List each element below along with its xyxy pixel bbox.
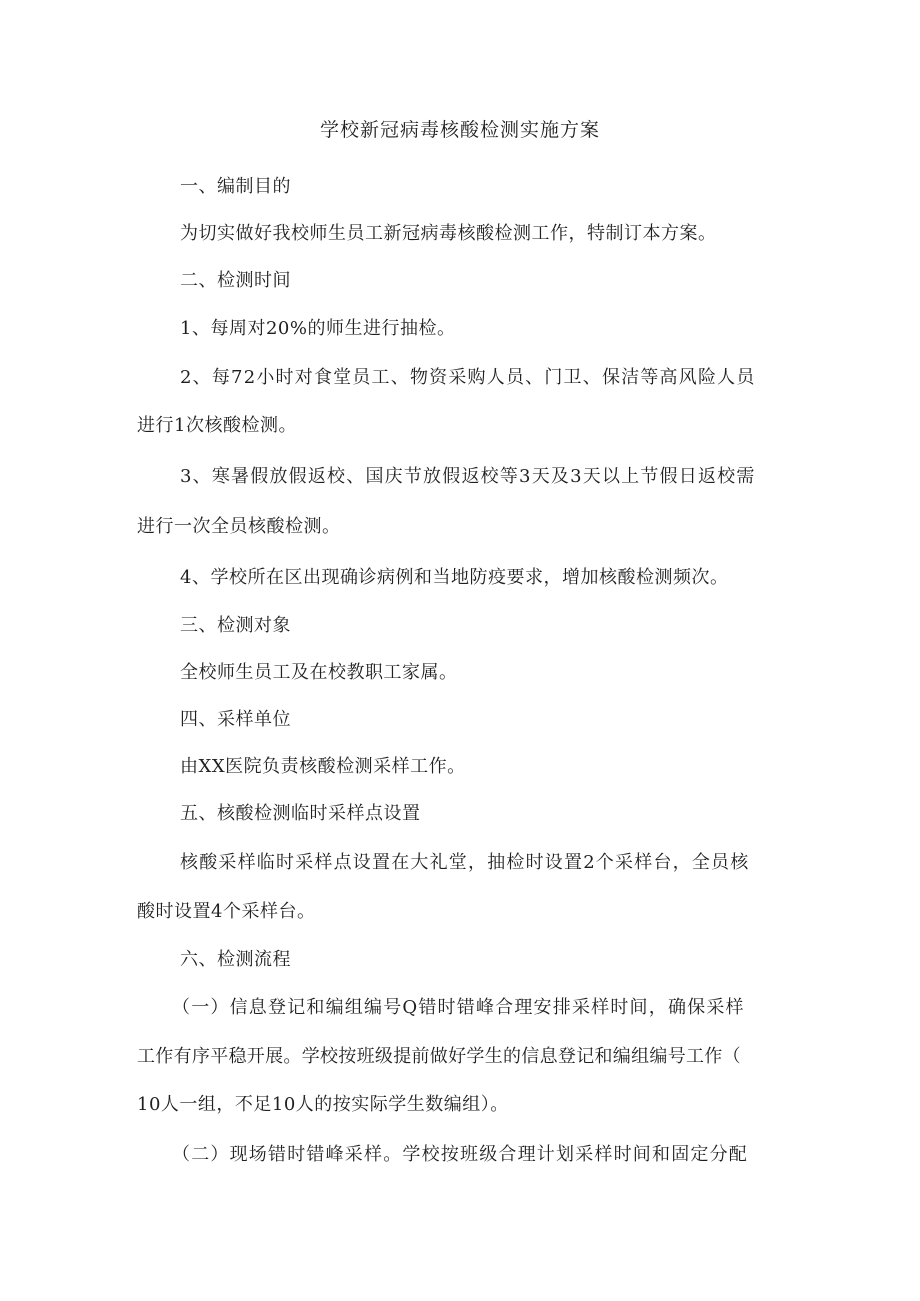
section-heading-unit: 四、采样单位 bbox=[180, 709, 291, 730]
section-heading-purpose: 一、编制目的 bbox=[180, 176, 291, 197]
section-heading-sampling-point: 五、核酸检测临时采样点设置 bbox=[180, 803, 421, 824]
section-heading-time: 二、检测时间 bbox=[180, 270, 291, 291]
paragraph-line: （二）现场错时错峰采样。学校按班级合理计划采样时间和固定分配 bbox=[172, 1144, 748, 1165]
paragraph-line: 由XX医院负责核酸检测采样工作。 bbox=[180, 756, 466, 777]
paragraph-line: 10人一组，不足10人的按实际学生数编组）。 bbox=[137, 1094, 509, 1115]
paragraph-line: 工作有序平稳开展。学校按班级提前做好学生的信息登记和编组编号工作（ bbox=[137, 1046, 741, 1067]
paragraph-line: 1、每周对20%的师生进行抽检。 bbox=[180, 318, 456, 339]
section-heading-process: 六、检测流程 bbox=[180, 949, 291, 970]
paragraph-line: 核酸采样临时采样点设置在大礼堂，抽检时设置2个采样台，全员核 bbox=[180, 852, 750, 873]
document-title: 学校新冠病毒核酸检测实施方案 bbox=[319, 119, 600, 141]
paragraph-line: 进行一次全员核酸检测。 bbox=[137, 516, 341, 537]
paragraph-line: 酸时设置4个采样台。 bbox=[137, 901, 316, 922]
paragraph-line: 全校师生员工及在校教职工家属。 bbox=[180, 662, 458, 683]
paragraph-line: 3、寒暑假放假返校、国庆节放假返校等3天及3天以上节假日返校需 bbox=[180, 466, 756, 487]
paragraph-line: 4、学校所在区出现确诊病例和当地防疫要求，增加核酸检测频次。 bbox=[180, 567, 729, 588]
paragraph-line: （一）信息登记和编组编号Q错时错峰合理安排采样时间，确保采样 bbox=[172, 997, 745, 1018]
paragraph-line: 2、每72小时对食堂员工、物资采购人员、门卫、保洁等高风险人员 bbox=[180, 367, 756, 388]
section-heading-subjects: 三、检测对象 bbox=[180, 615, 291, 636]
paragraph-line: 为切实做好我校师生员工新冠病毒核酸检测工作，特制订本方案。 bbox=[180, 223, 717, 244]
paragraph-line: 进行1次核酸检测。 bbox=[137, 415, 297, 436]
